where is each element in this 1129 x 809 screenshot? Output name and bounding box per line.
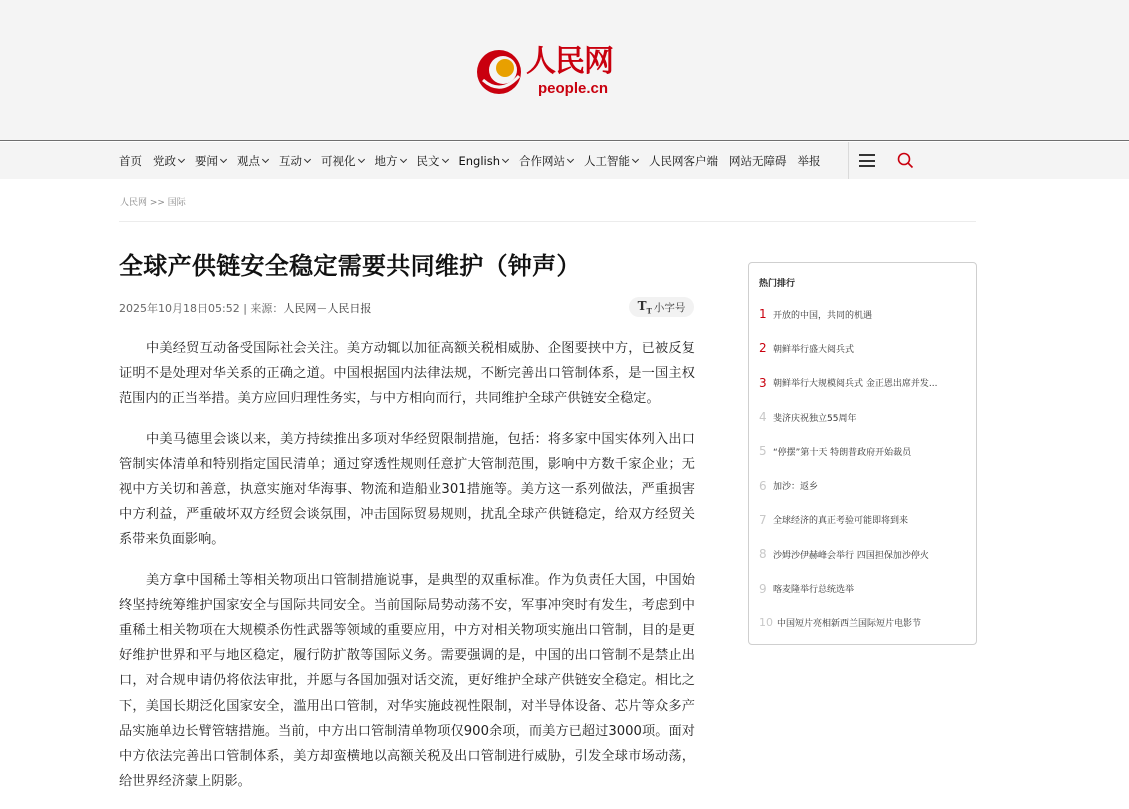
nav-item[interactable]	[195, 153, 226, 169]
nav-item-label: 网站无障碍	[729, 153, 787, 168]
nav-item-label: 合作网站	[519, 153, 566, 168]
rank-number: 4	[759, 410, 767, 425]
hot-ranking-item[interactable]	[759, 331, 969, 365]
hot-ranking-list	[759, 297, 969, 640]
rank-number: 9	[759, 581, 767, 596]
hot-ranking-panel	[748, 262, 977, 645]
article-meta	[119, 300, 371, 316]
meta-separator: |	[239, 302, 251, 315]
nav-item-label: 党政	[153, 153, 176, 168]
hot-ranking-link[interactable]: 中国短片亮相新西兰国际短片电影节	[777, 619, 922, 630]
chevron-down-icon	[441, 155, 448, 162]
font-size-toggle-button[interactable]	[629, 297, 694, 317]
hot-ranking-item[interactable]	[759, 366, 969, 400]
nav-item-label: 观点	[237, 153, 260, 168]
hot-ranking-link[interactable]: 喀麦隆举行总统选举	[773, 585, 855, 596]
nav-item[interactable]	[279, 153, 310, 169]
hot-ranking-link[interactable]: 沙姆沙伊赫峰会举行 四国担保加沙停火	[773, 550, 929, 561]
nav-item-label: 人民网客户端	[649, 153, 719, 168]
site-header	[0, 0, 1129, 141]
rank-number: 3	[759, 375, 767, 390]
nav-item[interactable]	[584, 153, 638, 169]
nav-item-label: 举报	[797, 153, 821, 168]
search-icon[interactable]	[897, 152, 914, 169]
nav-item[interactable]	[375, 153, 406, 169]
nav-item-label: English	[458, 153, 501, 168]
nav-item-label: 可视化	[321, 153, 356, 168]
hot-ranking-link[interactable]: 开放的中国，共同的机遇	[773, 310, 873, 321]
hot-ranking-link[interactable]: 朝鲜举行大规模阅兵式 金正恩出席并发...	[773, 379, 938, 390]
hot-ranking-title: 热门排行	[759, 279, 796, 289]
chevron-down-icon	[220, 155, 227, 162]
chevron-down-icon	[567, 155, 574, 162]
nav-item[interactable]	[519, 153, 573, 169]
article-body	[119, 336, 695, 809]
font-size-toggle-label: 小字号	[653, 301, 686, 314]
nav-item[interactable]	[798, 153, 821, 169]
logo-cn-text: 人民网	[526, 44, 613, 79]
hot-ranking-item[interactable]	[759, 571, 969, 605]
hot-ranking-link[interactable]: 加沙：返乡	[773, 482, 819, 493]
nav-item[interactable]	[417, 153, 448, 169]
nav-item-label: 要闻	[195, 153, 218, 168]
nav-item[interactable]	[321, 153, 364, 169]
chevron-down-icon	[632, 155, 639, 162]
chevron-down-icon	[178, 155, 185, 162]
nav-item[interactable]	[729, 153, 787, 169]
hot-ranking-link[interactable]: 全球经济的真正考验可能即将到来	[773, 516, 909, 527]
hot-ranking-link[interactable]: 朝鲜举行盛大阅兵式	[773, 344, 855, 355]
nav-item[interactable]	[459, 154, 509, 168]
article-paragraph: 中美经贸互动备受国际社会关注。美方动辄以加征高额关税相威胁、企图要挟中方，已被反复证明不是处理对华关系的正确之道。中国根据国内法律法规，不断完善出口管制体系，是一国主权范围内的正当举措。美方应回归理性务实，与中方相向而行，共同维护全球产供链安全稳定。	[119, 341, 695, 407]
article-source-link[interactable]: 人民网－人民日报	[283, 302, 372, 315]
hot-ranking-item[interactable]	[759, 606, 969, 640]
nav-divider	[848, 142, 849, 179]
chevron-down-icon	[262, 155, 269, 162]
nav-item-label: 民文	[416, 153, 440, 168]
hot-ranking-item[interactable]	[759, 537, 969, 571]
chevron-down-icon	[399, 155, 406, 162]
nav-item-label: 互动	[279, 153, 302, 168]
source-label: 来源：	[250, 302, 284, 315]
hot-ranking-link[interactable]: 斐济庆祝独立55周年	[773, 413, 857, 424]
logo-en-text: people.cn	[538, 80, 609, 97]
nav-item-label: 地方	[374, 153, 398, 168]
nav-item[interactable]	[119, 153, 142, 169]
people-cn-logo[interactable]	[475, 44, 625, 100]
hot-ranking-item[interactable]	[759, 503, 969, 537]
nav-item-label: 首页	[119, 153, 142, 168]
rank-number: 1	[759, 307, 767, 322]
rank-number: 8	[759, 547, 767, 562]
rank-number: 2	[759, 341, 767, 356]
article-paragraph: 中美马德里会谈以来，美方持续推出多项对华经贸限制措施，包括：将多家中国实体列入出口管制实体清单和特别指定国民清单；通过穿透性规则任意扩大管制范围，影响中方数千家企业；无视中方关切和善意，执意实施对华海事、物流和造船业301措施等。美方这一系列做法，严重损害中方利益，严重破坏双方经贸会谈氛围，冲击国际贸易规则，扰乱全球产供链稳定，给双方经贸关系带来负面影响。	[119, 431, 695, 548]
nav-item-label: 人工智能	[584, 153, 631, 168]
nav-item[interactable]	[237, 153, 268, 169]
rank-number: 6	[759, 478, 767, 493]
chevron-down-icon	[357, 155, 364, 162]
nav-item[interactable]	[649, 153, 718, 169]
hot-ranking-item[interactable]	[759, 400, 969, 434]
article-title: 全球产供链安全稳定需要共同维护（钟声）	[119, 252, 581, 280]
article-paragraph: 美方拿中国稀土等相关物项出口管制措施说事，是典型的双重标准。作为负责任大国，中国始终坚持统筹维护国家安全与国际共同安全。当前国际局势动荡不安，军事冲突时有发生，考虑到中重稀土相关物项在大规模杀伤性武器等领域的重要应用，中方对相关物项实施出口管制，目的是更好维护世界和平与地区稳定，履行防扩散等国际义务。需要强调的是，中国的出口管制不是禁止出口，对合规申请仍将依法审批，并愿与各国加强对话交流，更好维护全球产供链安全稳定。相比之下，美国长期泛化国家安全，滥用出口管制，对华实施歧视性限制，对半导体设备、芯片等众多产品实施单边长臂管辖措施。当前，中方出口管制清单物项仅900余项，而美方已超过3000项。面对中方依法完善出口管制体系，美方却蛮横地以高额关税及出口管制进行威胁，引发全球市场动荡，给世界经济蒙上阴影。	[119, 572, 695, 790]
rank-number: 10	[759, 616, 773, 630]
chevron-down-icon	[304, 155, 311, 162]
hamburger-icon[interactable]	[859, 154, 875, 167]
nav-items	[119, 142, 832, 179]
chevron-down-icon	[502, 155, 509, 162]
logo-swirl-icon	[475, 46, 525, 98]
hot-ranking-link[interactable]: “停摆”第十天 特朗普政府开始裁员	[773, 447, 912, 458]
main-nav	[0, 142, 1129, 179]
article-date: 2025年10月18日05:52	[119, 302, 240, 315]
rank-number: 5	[759, 444, 767, 459]
breadcrumb-divider	[119, 221, 976, 222]
rank-number: 7	[759, 512, 767, 527]
font-size-icon: $T_T$	[637, 298, 652, 316]
hot-ranking-item[interactable]	[759, 297, 969, 331]
hot-ranking-item[interactable]	[759, 434, 969, 468]
nav-item[interactable]	[153, 153, 184, 169]
breadcrumb[interactable]: 人民网 >> 国际	[120, 198, 186, 208]
hot-ranking-item[interactable]	[759, 468, 969, 502]
